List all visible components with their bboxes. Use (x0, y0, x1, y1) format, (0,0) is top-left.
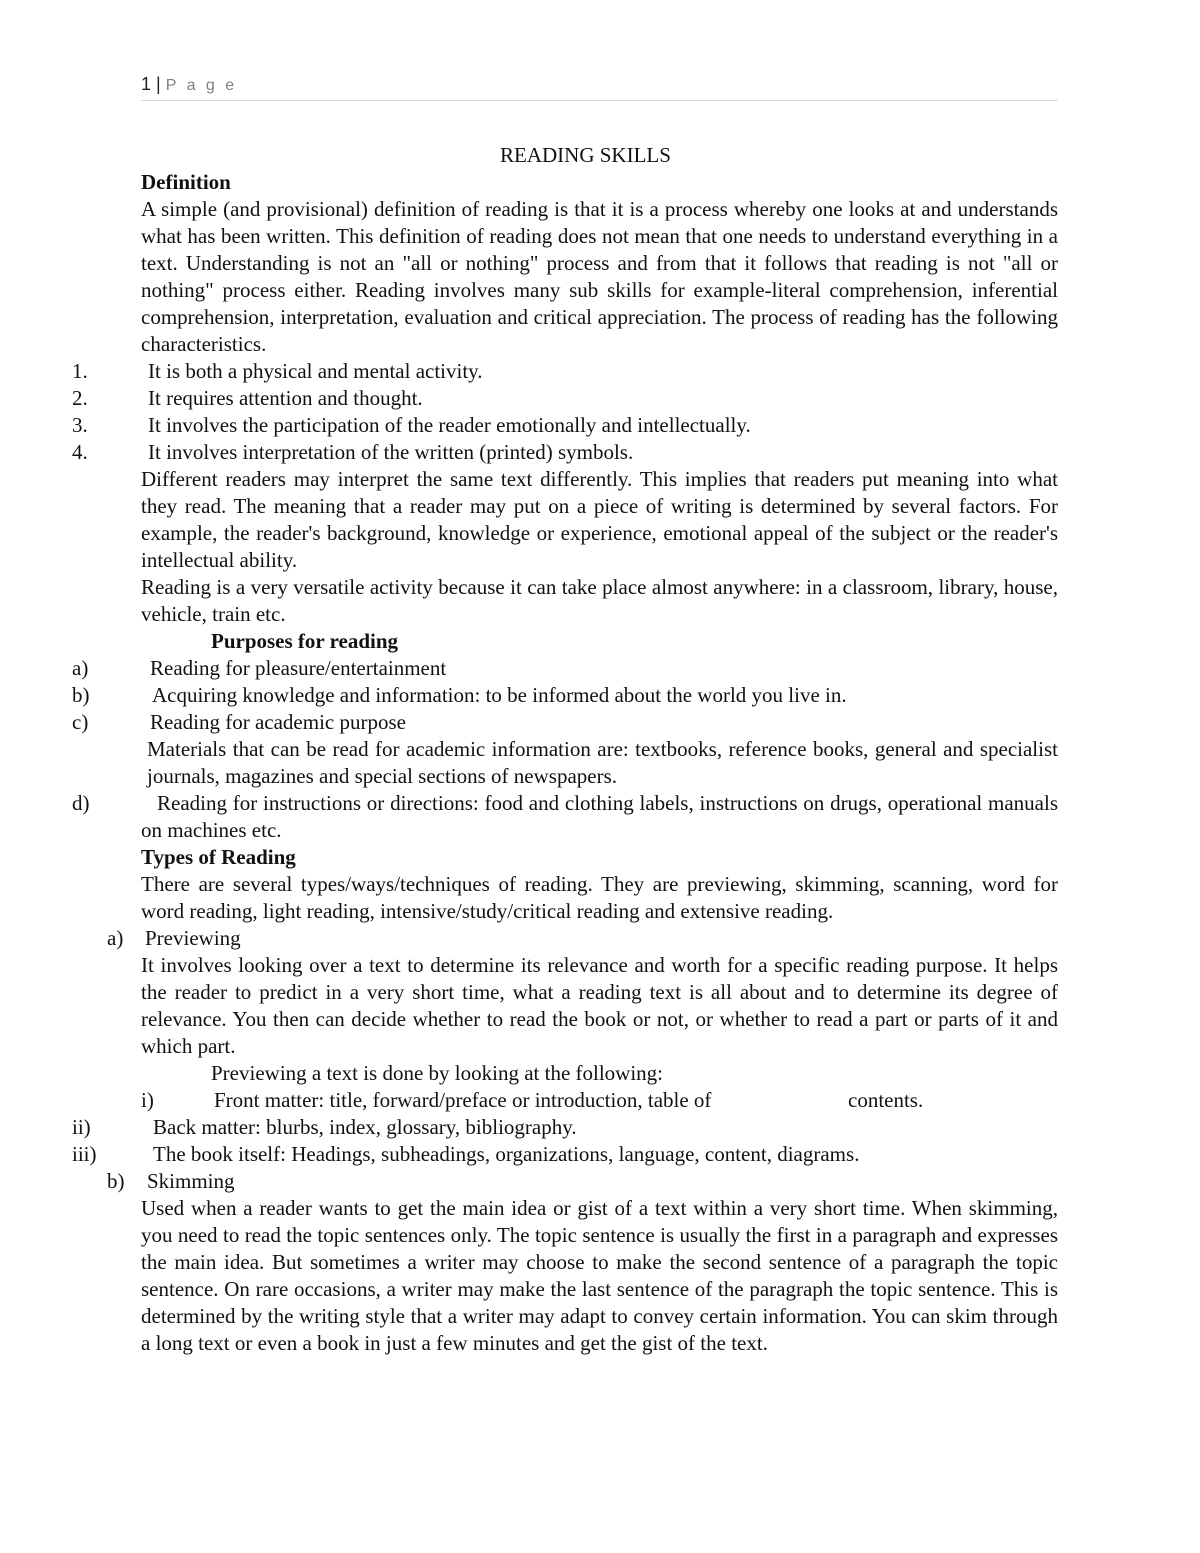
types-intro: There are several types/ways/techniques of reading. They are previewing, skimming, scanning, word for word reading, light reading, intensive/study/critical reading and extensive reading. (141, 872, 1058, 923)
list-marker: 4. (72, 440, 88, 464)
list-text: It involves the participation of the reader emotionally and intellectually. (148, 413, 751, 437)
list-item (0, 358, 1200, 385)
list-item (0, 682, 1200, 709)
page-title: READING SKILLS (500, 143, 671, 167)
skimming-paragraph: Used when a reader wants to get the main idea or gist of a text within a very short time. When skimming, you need to read the topic sentences only. The topic sentence is usually the first in a paragraph and expresses the main idea. But sometimes a writer may choose to make the second sentence of a paragraph the topic sentence. On rare occasions, a writer may make the last sentence of the paragraph the topic sentence. This is determined by the writing style that a writer may adapt to convey certain information. You can skim through a long text or even a book in just a few minutes and get the gist of the text. (141, 1196, 1058, 1355)
list-text: The book itself: Headings, subheadings, organizations, language, content, diagrams. (153, 1142, 860, 1166)
academic-note: Materials that can be read for academic information are: textbooks, reference books, general and specialist journals, magazines and special sections of newspapers. (147, 737, 1058, 788)
list-marker: 3. (72, 413, 88, 437)
list-text: It requires attention and thought. (148, 386, 423, 410)
list-marker: iii) (72, 1142, 97, 1166)
title-row (0, 142, 1200, 169)
header-separator: | (156, 74, 161, 94)
list-label: Previewing (145, 926, 241, 950)
list-text: Reading for pleasure/entertainment (150, 656, 447, 680)
list-marker: 1. (72, 359, 88, 383)
list-text-tail: contents. (848, 1088, 924, 1112)
purposes-heading: Purposes for reading (211, 629, 399, 653)
previewing-paragraph: It involves looking over a text to determine its relevance and worth for a specific reading purpose. It helps the reader to predict in a very short time, what a reading text is all about and to determine its degree of relevance. You then can decide whether to read the book or not, or whether to read a part or parts of it and which part. (141, 953, 1058, 1058)
list-item (0, 412, 1200, 439)
list-text: It is both a physical and mental activity. (148, 359, 483, 383)
list-text: Front matter: title, forward/preface or introduction, table of (214, 1088, 712, 1112)
list-marker: a) (107, 926, 124, 950)
definition-heading: Definition (141, 170, 231, 194)
types-heading: Types of Reading (141, 845, 296, 869)
list-marker: c) (72, 710, 89, 734)
page-header (141, 72, 1058, 98)
list-marker: i) (141, 1088, 154, 1112)
list-item-previewing (0, 925, 1200, 952)
page-word: P a g e (165, 77, 238, 94)
sub-list-item (0, 1114, 1200, 1141)
sub-list-item (0, 1087, 1200, 1114)
previewing-lead: Previewing a text is done by looking at the following: (211, 1061, 664, 1085)
versatility-paragraph: Reading is a very versatile activity because it can take place almost anywhere: in a classroom, library, house, vehicle, train etc. (141, 575, 1058, 626)
definition-paragraph: A simple (and provisional) definition of reading is that it is a process whereby one looks at and understands what has been written. This definition of reading does not mean that one needs to understand everything in a text. Understanding is not an "all or nothing" process and from that it follows that reading is not "all or nothing" process either. Reading involves many sub skills for example-literal comprehension, inferential comprehension, interpretation, evaluation and critical appreciation. The process of reading has the following characteristics. (141, 197, 1058, 356)
list-marker: a) (72, 656, 89, 680)
previewing-lead-row (0, 1060, 1200, 1087)
list-item-skimming (0, 1168, 1200, 1195)
list-label: Skimming (147, 1169, 235, 1193)
sub-list-item (0, 1141, 1200, 1168)
list-text: Back matter: blurbs, index, glossary, bibliography. (153, 1115, 577, 1139)
document-body (0, 142, 1200, 1357)
list-text: Reading for academic purpose (150, 710, 406, 734)
list-item (0, 439, 1200, 466)
list-item (0, 709, 1200, 736)
list-marker: d) (72, 791, 90, 815)
list-item (0, 385, 1200, 412)
list-marker: b) (72, 683, 90, 707)
purposes-heading-row (0, 628, 1200, 655)
list-marker: 2. (72, 386, 88, 410)
list-marker: b) (107, 1169, 125, 1193)
list-item (0, 790, 1200, 844)
header-divider (141, 100, 1058, 101)
interpretation-paragraph: Different readers may interpret the same text differently. This implies that readers put meaning into what they read. The meaning that a reader may put on a piece of writing is determined by several factors. For example, the reader's background, knowledge or experience, emotional appeal of the subject or the reader's intellectual ability. (141, 467, 1058, 572)
page-number: 1 (141, 74, 152, 94)
list-text: Reading for instructions or directions: food and clothing labels, instructions on drugs, operational manuals on machines etc. (141, 791, 1058, 842)
list-marker: ii) (72, 1115, 91, 1139)
list-text: It involves interpretation of the written (printed) symbols. (148, 440, 634, 464)
list-text: Acquiring knowledge and information: to be informed about the world you live in. (152, 683, 847, 707)
list-item (0, 655, 1200, 682)
